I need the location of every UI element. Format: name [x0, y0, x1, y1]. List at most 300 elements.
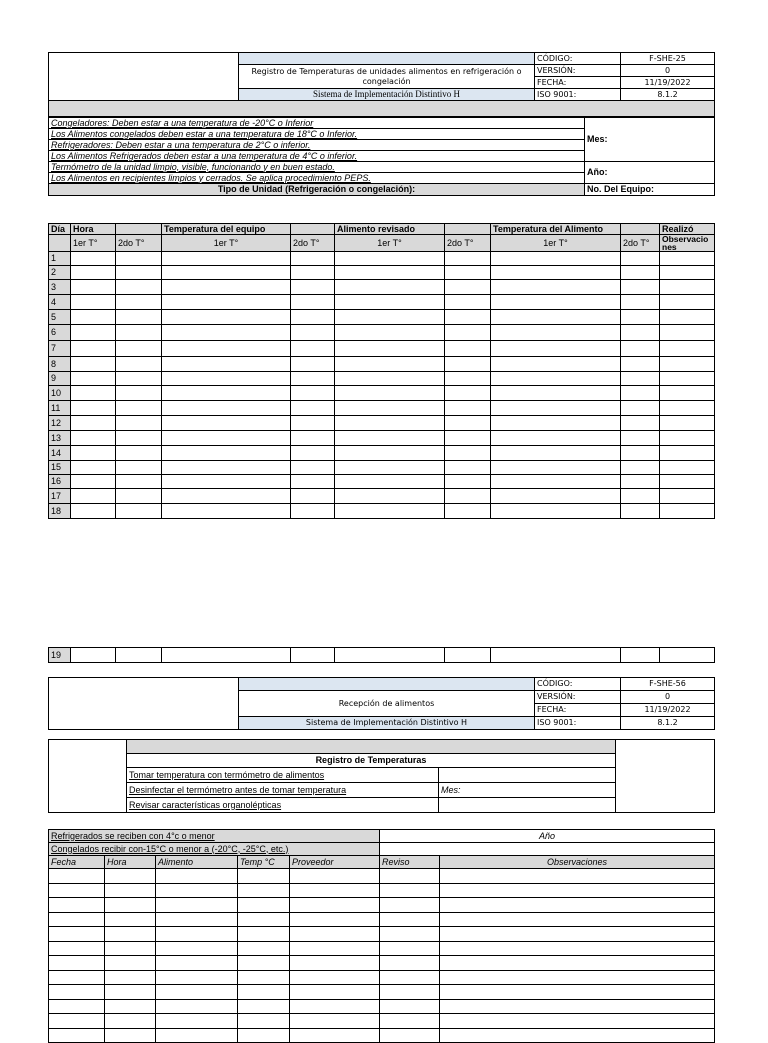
log-cell[interactable]: [445, 416, 491, 431]
reception-cell[interactable]: [380, 869, 440, 884]
mes-label: Mes:: [439, 783, 616, 798]
day-number: 19: [49, 648, 71, 663]
log-cell[interactable]: [291, 310, 335, 325]
log-cell[interactable]: [445, 310, 491, 325]
log-cell[interactable]: [660, 310, 715, 325]
log-cell[interactable]: [621, 357, 660, 372]
log-cell[interactable]: [621, 386, 660, 401]
log-cell[interactable]: [335, 489, 445, 504]
day-number: 9: [49, 372, 71, 386]
log-cell[interactable]: [71, 310, 116, 325]
log-cell[interactable]: [660, 266, 715, 280]
reception-col-header: Observaciones: [440, 856, 715, 869]
day-row: [49, 357, 715, 372]
log-cell[interactable]: [445, 401, 491, 416]
reception-cell[interactable]: [290, 869, 380, 884]
reception-cell[interactable]: [156, 970, 238, 985]
reception-cell[interactable]: [49, 898, 105, 913]
reception-cell[interactable]: [238, 985, 290, 1000]
log-cell[interactable]: [335, 475, 445, 489]
log-cell[interactable]: [621, 446, 660, 461]
log-cell[interactable]: [291, 295, 335, 310]
reception-row: [49, 1014, 715, 1029]
log-cell[interactable]: [71, 280, 116, 295]
log-cell[interactable]: [162, 386, 291, 401]
reception-cell[interactable]: [440, 898, 715, 913]
log-cell[interactable]: [162, 489, 291, 504]
reception-cell[interactable]: [440, 999, 715, 1014]
reception-cell[interactable]: [156, 869, 238, 884]
reception-cell[interactable]: [238, 956, 290, 971]
log-cell[interactable]: [291, 416, 335, 431]
log-cell[interactable]: [445, 431, 491, 446]
log-cell[interactable]: [116, 252, 162, 266]
reception-cell[interactable]: [105, 1028, 156, 1043]
log-cell[interactable]: [621, 489, 660, 504]
reception-cell[interactable]: [440, 985, 715, 1000]
col-temp-alimento: Temperatura del Alimento: [491, 224, 621, 235]
reception-cell[interactable]: [290, 956, 380, 971]
log-cell[interactable]: [491, 416, 621, 431]
log-cell[interactable]: [291, 446, 335, 461]
log-cell[interactable]: [491, 475, 621, 489]
sub-1er: 1er T°: [335, 235, 445, 252]
log-cell[interactable]: [162, 341, 291, 357]
log-cell[interactable]: [335, 372, 445, 386]
reception-row: [49, 927, 715, 942]
log-cell[interactable]: [71, 401, 116, 416]
log-cell[interactable]: [116, 310, 162, 325]
log-cell[interactable]: [335, 252, 445, 266]
log-cell[interactable]: [621, 648, 660, 663]
day-row: [49, 648, 715, 663]
reception-cell[interactable]: [440, 883, 715, 898]
day-row: [49, 431, 715, 446]
log-cell[interactable]: [660, 325, 715, 341]
log-cell[interactable]: [291, 341, 335, 357]
log-cell[interactable]: [621, 401, 660, 416]
log-cell[interactable]: [660, 280, 715, 295]
log-cell[interactable]: [491, 325, 621, 341]
log-cell[interactable]: [116, 325, 162, 341]
log-cell[interactable]: [445, 475, 491, 489]
reception-cell[interactable]: [105, 1014, 156, 1029]
log-cell[interactable]: [621, 416, 660, 431]
log-cell[interactable]: [335, 446, 445, 461]
day-number: 13: [49, 431, 71, 446]
log-cell[interactable]: [116, 386, 162, 401]
reception-cell[interactable]: [49, 1014, 105, 1029]
reception-cell[interactable]: [156, 912, 238, 927]
log-cell[interactable]: [71, 372, 116, 386]
reception-cell[interactable]: [49, 956, 105, 971]
log-cell[interactable]: [491, 401, 621, 416]
reception-cell[interactable]: [156, 941, 238, 956]
reception-row: [49, 941, 715, 956]
log-cell[interactable]: [162, 461, 291, 475]
day-row: [49, 475, 715, 489]
reception-cell[interactable]: [238, 970, 290, 985]
log-cell[interactable]: [621, 341, 660, 357]
log-cell[interactable]: [291, 475, 335, 489]
log-cell[interactable]: [291, 280, 335, 295]
day-number: 18: [49, 504, 71, 519]
log-cell[interactable]: [162, 266, 291, 280]
tipo-unidad-label: Tipo de Unidad (Refrigeración o congelación):: [49, 184, 585, 196]
version-label: VERSIÓN:: [535, 691, 621, 704]
reception-cell[interactable]: [156, 1014, 238, 1029]
log-cell[interactable]: [491, 266, 621, 280]
reception-cell[interactable]: [290, 1014, 380, 1029]
reception-row: [49, 999, 715, 1014]
reception-cell[interactable]: [105, 869, 156, 884]
reception-cell[interactable]: [440, 869, 715, 884]
reception-cell[interactable]: [156, 898, 238, 913]
log-cell[interactable]: [116, 357, 162, 372]
log-cell[interactable]: [660, 401, 715, 416]
reception-cell[interactable]: [440, 956, 715, 971]
log-cell[interactable]: [445, 357, 491, 372]
log-cell[interactable]: [660, 489, 715, 504]
log-cell[interactable]: [291, 325, 335, 341]
log-cell[interactable]: [621, 431, 660, 446]
log-cell[interactable]: [335, 280, 445, 295]
temperature-log-table: [48, 223, 715, 519]
reception-cell[interactable]: [380, 941, 440, 956]
reception-cell[interactable]: [238, 883, 290, 898]
log-cell[interactable]: [71, 461, 116, 475]
log-cell[interactable]: [660, 416, 715, 431]
codigo-label: CÓDIGO:: [535, 678, 621, 691]
log-cell[interactable]: [335, 648, 445, 663]
reception-cell[interactable]: [440, 970, 715, 985]
log-cell[interactable]: [660, 461, 715, 475]
log-cell[interactable]: [291, 431, 335, 446]
log-cell[interactable]: [162, 372, 291, 386]
codigo-value: F-SHE-25: [621, 53, 715, 65]
log-cell[interactable]: [162, 325, 291, 341]
reception-cell[interactable]: [380, 1014, 440, 1029]
day-row: [49, 416, 715, 431]
log-cell[interactable]: [335, 416, 445, 431]
log-cell[interactable]: [335, 325, 445, 341]
reception-cell[interactable]: [105, 985, 156, 1000]
log-cell[interactable]: [621, 310, 660, 325]
log-cell[interactable]: [335, 266, 445, 280]
log-cell[interactable]: [162, 280, 291, 295]
log-cell[interactable]: [445, 386, 491, 401]
reception-cell[interactable]: [380, 1028, 440, 1043]
log-cell[interactable]: [71, 341, 116, 357]
log-cell[interactable]: [445, 489, 491, 504]
col-alimento-revisado: Alimento revisado: [335, 224, 445, 235]
log-cell[interactable]: [71, 431, 116, 446]
day-row: [49, 401, 715, 416]
reception-cell[interactable]: [440, 1028, 715, 1043]
log-cell[interactable]: [116, 461, 162, 475]
log-cell[interactable]: [116, 401, 162, 416]
log-cell[interactable]: [660, 252, 715, 266]
log-cell[interactable]: [660, 648, 715, 663]
log-cell[interactable]: [291, 357, 335, 372]
reception-cell[interactable]: [380, 927, 440, 942]
log-cell[interactable]: [491, 648, 621, 663]
log-cell[interactable]: [445, 461, 491, 475]
reception-cell[interactable]: [238, 912, 290, 927]
log-cell[interactable]: [291, 504, 335, 519]
day-number: 8: [49, 357, 71, 372]
log-cell[interactable]: [116, 372, 162, 386]
log-cell[interactable]: [162, 416, 291, 431]
form1-instructions: [48, 117, 715, 196]
reception-cell[interactable]: [290, 927, 380, 942]
sub-1er: 1er T°: [491, 235, 621, 252]
log-cell[interactable]: [291, 252, 335, 266]
reception-cell[interactable]: [105, 999, 156, 1014]
log-cell[interactable]: [162, 295, 291, 310]
log-cell[interactable]: [445, 325, 491, 341]
log-cell[interactable]: [116, 266, 162, 280]
reception-cell[interactable]: [440, 912, 715, 927]
instruction-item: Refrigeradores: Deben estar a una temperatura de 2°C o inferior.: [49, 140, 585, 151]
reception-cell[interactable]: [238, 927, 290, 942]
reception-cell[interactable]: [290, 912, 380, 927]
log-cell[interactable]: [491, 489, 621, 504]
log-cell[interactable]: [291, 401, 335, 416]
day-number: 16: [49, 475, 71, 489]
reception-cell[interactable]: [380, 912, 440, 927]
reception-cell[interactable]: [156, 999, 238, 1014]
log-cell[interactable]: [660, 386, 715, 401]
log-cell[interactable]: [335, 295, 445, 310]
log-cell[interactable]: [491, 357, 621, 372]
reception-col-header: Temp °C: [238, 856, 290, 869]
refrigerados-note: Refrigerados se reciben con 4°c o menor: [49, 830, 380, 843]
log-cell[interactable]: [162, 401, 291, 416]
log-cell[interactable]: [116, 504, 162, 519]
log-cell[interactable]: [335, 461, 445, 475]
log-cell[interactable]: [445, 252, 491, 266]
log-cell[interactable]: [491, 280, 621, 295]
log-cell[interactable]: [445, 372, 491, 386]
day-row: [49, 372, 715, 386]
day-row: [49, 295, 715, 310]
log-cell[interactable]: [445, 341, 491, 357]
reception-cell[interactable]: [105, 956, 156, 971]
log-cell[interactable]: [621, 461, 660, 475]
log-cell[interactable]: [71, 504, 116, 519]
log-cell[interactable]: [621, 252, 660, 266]
log-cell[interactable]: [162, 648, 291, 663]
log-cell[interactable]: [335, 357, 445, 372]
reception-cell[interactable]: [156, 883, 238, 898]
log-cell[interactable]: [291, 461, 335, 475]
log-cell[interactable]: [291, 648, 335, 663]
reception-cell[interactable]: [380, 956, 440, 971]
log-cell[interactable]: [116, 475, 162, 489]
log-cell[interactable]: [162, 475, 291, 489]
log-cell[interactable]: [116, 341, 162, 357]
day-row: [49, 489, 715, 504]
day-number: 17: [49, 489, 71, 504]
log-cell[interactable]: [660, 446, 715, 461]
log-cell[interactable]: [445, 648, 491, 663]
log-cell[interactable]: [621, 295, 660, 310]
log-cell[interactable]: [621, 325, 660, 341]
log-cell[interactable]: [291, 386, 335, 401]
log-cell[interactable]: [491, 431, 621, 446]
log-cell[interactable]: [491, 295, 621, 310]
reception-cell[interactable]: [380, 883, 440, 898]
reception-cell[interactable]: [105, 941, 156, 956]
reception-cell[interactable]: [290, 883, 380, 898]
reception-cell[interactable]: [238, 898, 290, 913]
log-cell[interactable]: [335, 386, 445, 401]
log-cell[interactable]: [660, 372, 715, 386]
log-cell[interactable]: [116, 280, 162, 295]
log-cell[interactable]: [335, 310, 445, 325]
reception-cell[interactable]: [156, 956, 238, 971]
log-cell[interactable]: [162, 431, 291, 446]
reception-cell[interactable]: [156, 985, 238, 1000]
log-cell[interactable]: [335, 431, 445, 446]
reception-cell[interactable]: [49, 985, 105, 1000]
instruction-item: Los Alimentos en recipientes limpios y cerrados. Se aplica procedimiento PEPS.: [49, 173, 585, 184]
log-cell[interactable]: [491, 252, 621, 266]
log-cell[interactable]: [335, 504, 445, 519]
reception-cell[interactable]: [290, 985, 380, 1000]
log-cell[interactable]: [491, 446, 621, 461]
reception-cell[interactable]: [105, 883, 156, 898]
reception-cell[interactable]: [49, 912, 105, 927]
log-cell[interactable]: [660, 504, 715, 519]
log-cell[interactable]: [660, 295, 715, 310]
log-cell[interactable]: [116, 416, 162, 431]
log-cell[interactable]: [116, 295, 162, 310]
log-cell[interactable]: [71, 386, 116, 401]
sub-2do: 2do T°: [445, 235, 491, 252]
log-cell[interactable]: [71, 446, 116, 461]
log-cell[interactable]: [162, 310, 291, 325]
reception-cell[interactable]: [49, 1028, 105, 1043]
reception-cell[interactable]: [105, 970, 156, 985]
reception-cell[interactable]: [49, 999, 105, 1014]
log-cell[interactable]: [491, 386, 621, 401]
log-cell[interactable]: [621, 372, 660, 386]
log-cell[interactable]: [291, 372, 335, 386]
log-cell[interactable]: [491, 341, 621, 357]
log-cell[interactable]: [71, 416, 116, 431]
log-cell[interactable]: [291, 489, 335, 504]
reception-cell[interactable]: [380, 999, 440, 1014]
reception-cell[interactable]: [49, 941, 105, 956]
log-cell[interactable]: [660, 475, 715, 489]
log-cell[interactable]: [491, 504, 621, 519]
log-cell[interactable]: [660, 431, 715, 446]
reception-cell[interactable]: [105, 927, 156, 942]
log-cell[interactable]: [660, 341, 715, 357]
log-cell[interactable]: [71, 266, 116, 280]
log-cell[interactable]: [491, 372, 621, 386]
sub-2do: 2do T°: [621, 235, 660, 252]
log-cell[interactable]: [71, 325, 116, 341]
iso-label: ISO 9001:: [535, 717, 621, 730]
log-cell[interactable]: [162, 504, 291, 519]
reception-cell[interactable]: [238, 869, 290, 884]
log-cell[interactable]: [116, 446, 162, 461]
reception-cell[interactable]: [49, 970, 105, 985]
log-cell[interactable]: [445, 266, 491, 280]
reception-cell[interactable]: [290, 898, 380, 913]
log-cell[interactable]: [660, 357, 715, 372]
log-cell[interactable]: [335, 341, 445, 357]
log-cell[interactable]: [71, 357, 116, 372]
reception-cell[interactable]: [105, 912, 156, 927]
reception-cell[interactable]: [290, 970, 380, 985]
log-cell[interactable]: [445, 504, 491, 519]
log-cell[interactable]: [116, 431, 162, 446]
log-cell[interactable]: [71, 295, 116, 310]
log-cell[interactable]: [621, 475, 660, 489]
log-cell[interactable]: [291, 266, 335, 280]
reception-table: [48, 829, 715, 1043]
log-cell[interactable]: [491, 310, 621, 325]
log-cell[interactable]: [445, 446, 491, 461]
log-cell[interactable]: [116, 648, 162, 663]
reception-cell[interactable]: [440, 1014, 715, 1029]
reception-cell[interactable]: [380, 985, 440, 1000]
reception-cell[interactable]: [290, 999, 380, 1014]
reception-cell[interactable]: [156, 1028, 238, 1043]
reception-cell[interactable]: [440, 927, 715, 942]
reception-cell[interactable]: [105, 898, 156, 913]
col-observaciones: Observaciones: [660, 235, 715, 252]
sub-2do: 2do T°: [291, 235, 335, 252]
log-cell[interactable]: [491, 461, 621, 475]
reception-cell[interactable]: [380, 898, 440, 913]
reception-cell[interactable]: [49, 869, 105, 884]
log-cell[interactable]: [621, 266, 660, 280]
reception-cell[interactable]: [238, 1014, 290, 1029]
reception-cell[interactable]: [238, 941, 290, 956]
log-cell[interactable]: [445, 295, 491, 310]
log-cell[interactable]: [71, 489, 116, 504]
log-cell[interactable]: [621, 504, 660, 519]
reception-cell[interactable]: [290, 1028, 380, 1043]
log-cell[interactable]: [162, 357, 291, 372]
reception-cell[interactable]: [380, 970, 440, 985]
day-row: [49, 461, 715, 475]
reception-cell[interactable]: [156, 927, 238, 942]
log-cell[interactable]: [71, 475, 116, 489]
log-cell[interactable]: [445, 280, 491, 295]
log-cell[interactable]: [71, 648, 116, 663]
form2-header: [48, 677, 715, 730]
log-cell[interactable]: [116, 489, 162, 504]
reception-cell[interactable]: [290, 941, 380, 956]
reception-cell[interactable]: [440, 941, 715, 956]
log-cell[interactable]: [621, 280, 660, 295]
log-cell[interactable]: [335, 401, 445, 416]
reception-cell[interactable]: [49, 883, 105, 898]
reception-cell[interactable]: [238, 999, 290, 1014]
reception-cell[interactable]: [238, 1028, 290, 1043]
log-cell[interactable]: [162, 446, 291, 461]
anio-label: Año: [380, 830, 715, 843]
log-cell[interactable]: [71, 252, 116, 266]
reception-cell[interactable]: [49, 927, 105, 942]
log-cell[interactable]: [162, 252, 291, 266]
